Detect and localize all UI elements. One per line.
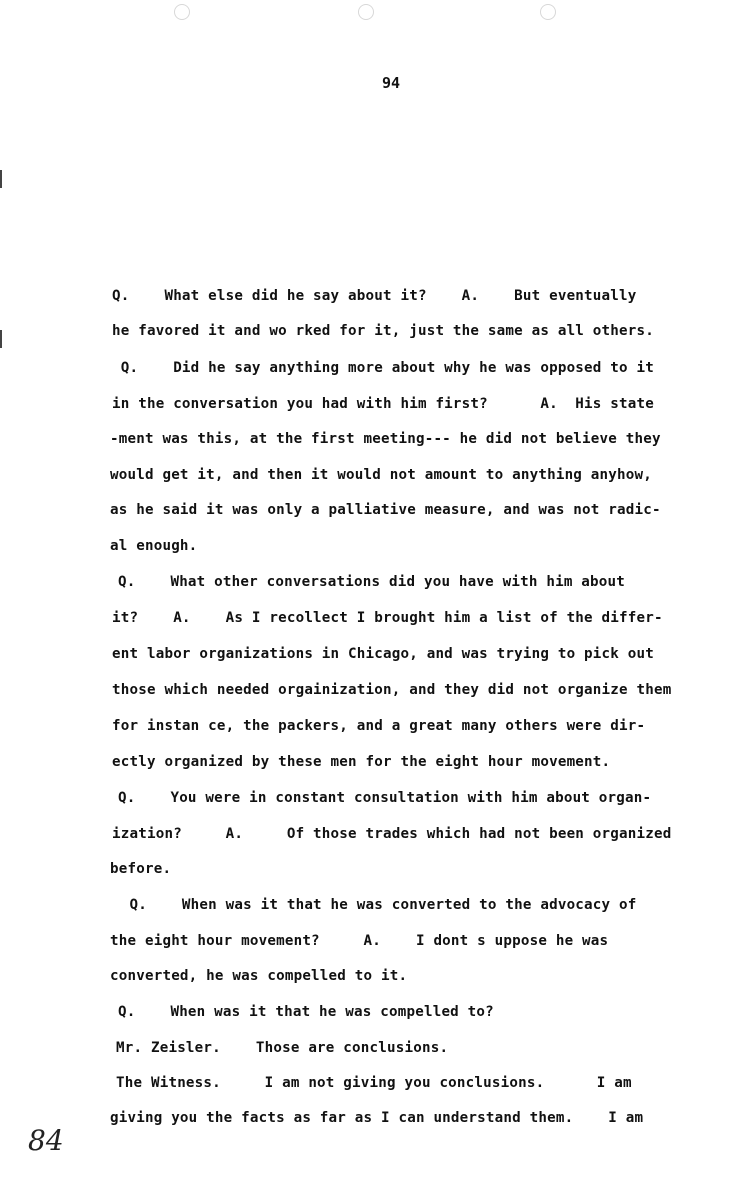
punch-hole-mark — [174, 4, 190, 20]
text-line: as he said it was only a palliative measure, and was not radic- — [110, 502, 661, 518]
text-line: he favored it and wo rked for it, just the same as all others. — [112, 323, 654, 339]
edge-mark — [0, 170, 2, 188]
text-line: Q. When was it that he was compelled to? — [118, 1004, 494, 1020]
text-line: the eight hour movement? A. I dont s uppose he was — [110, 933, 609, 949]
text-line: those which needed orgainization, and they did not organize them — [112, 682, 672, 698]
text-line: Mr. Zeisler. Those are conclusions. — [116, 1040, 449, 1056]
text-line: ectly organized by these men for the eight hour movement. — [112, 754, 611, 770]
text-line: before. — [110, 861, 172, 877]
text-line: giving you the facts as far as I can understand them. I am — [110, 1110, 644, 1126]
punch-hole-mark — [358, 4, 374, 20]
text-line: Q. What other conversations did you have with him about — [118, 574, 626, 590]
text-line: al enough. — [110, 538, 198, 554]
text-line: converted, he was compelled to it. — [110, 968, 408, 984]
handwritten-margin-note: 84 — [28, 1124, 64, 1157]
text-line: The Witness. I am not giving you conclusions. I am — [116, 1075, 632, 1091]
text-line: would get it, and then it would not amount to anything anyhow, — [110, 467, 652, 483]
edge-mark — [0, 330, 2, 348]
punch-hole-mark — [540, 4, 556, 20]
text-line: in the conversation you had with him first? A. His state — [112, 396, 654, 412]
text-line: Q. When was it that he was converted to the advocacy of — [112, 897, 637, 913]
page-number: 94 — [382, 74, 401, 92]
text-line: it? A. As I recollect I brought him a list of the differ- — [112, 610, 663, 626]
text-line: -ment was this, at the first meeting--- he did not believe they — [110, 431, 661, 447]
text-line: Q. Did he say anything more about why he was opposed to it — [112, 360, 654, 376]
text-line: Q. You were in constant consultation with him about organ- — [118, 790, 652, 806]
text-line: ization? A. Of those trades which had not been organized — [112, 826, 672, 842]
text-line: Q. What else did he say about it? A. But eventually — [112, 288, 637, 304]
text-line: for instan ce, the packers, and a great many others were dir- — [112, 718, 646, 734]
text-line: ent labor organizations in Chicago, and was trying to pick out — [112, 646, 654, 662]
